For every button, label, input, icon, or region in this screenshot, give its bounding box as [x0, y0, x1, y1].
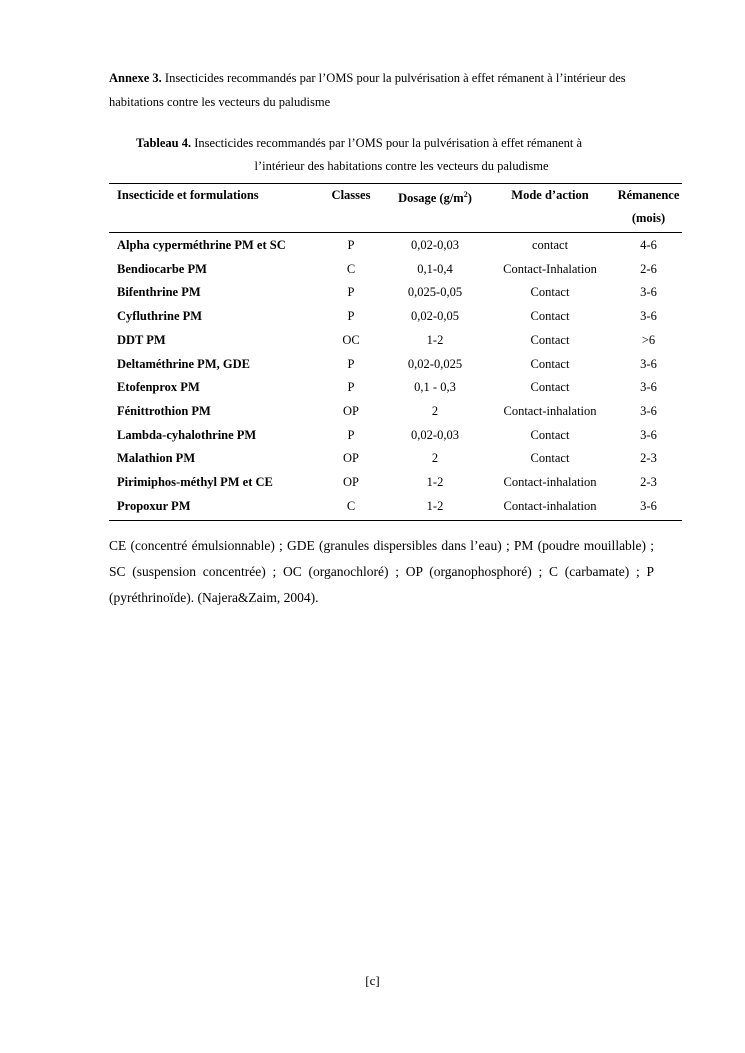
annex-label: Annexe 3.	[109, 71, 162, 85]
cell-remanence: >6	[641, 332, 656, 347]
table-header-row	[109, 184, 682, 233]
table-row	[109, 400, 682, 424]
table-caption-line-2: l’intérieur des habitations contre les vecteurs du paludisme	[254, 159, 549, 173]
cell-insecticide: Malathion PM	[117, 451, 196, 466]
cell-remanence: 3-6	[640, 403, 657, 418]
header-dosage-close: )	[467, 191, 472, 206]
cell-mode: Contact	[530, 427, 570, 442]
cell-insecticide: Bifenthrine PM	[117, 285, 201, 300]
cell-insecticide: Fénittrothion PM	[117, 403, 211, 418]
cell-classe: P	[347, 356, 355, 371]
annex-text: Insecticides recommandés par l’OMS pour la pulvérisation à effet rémanent à l’intérieur des habitations contre les vecteurs du paludisme	[109, 71, 626, 109]
table-caption	[109, 132, 669, 178]
cell-remanence: 3-6	[640, 380, 657, 395]
cell-mode: Contact	[530, 332, 570, 347]
cell-classe: C	[346, 498, 356, 513]
cell-insecticide: Propoxur PM	[117, 498, 191, 513]
cell-dosage: 0,02-0,03	[411, 238, 459, 252]
table-row	[109, 353, 682, 377]
cell-remanence: 2-3	[640, 475, 657, 490]
cell-insecticide: DDT PM	[117, 332, 166, 347]
cell-mode: Contact	[530, 451, 570, 466]
cell-dosage: 0,02-0,05	[411, 309, 459, 324]
table-row	[109, 471, 682, 495]
cell-remanence: 3-6	[640, 356, 657, 371]
header-remanence-text: Rémanence	[617, 188, 680, 202]
cell-insecticide: Etofenprox PM	[117, 380, 200, 395]
header-insecticide: Insecticide et formulations	[109, 184, 317, 233]
page-number: [c]	[365, 973, 380, 988]
insecticide-table	[109, 183, 682, 521]
cell-classe: P	[347, 285, 355, 300]
cell-remanence: 3-6	[640, 285, 657, 300]
cell-insecticide: Alpha cyperméthrine PM et SC	[117, 238, 286, 252]
cell-classe: P	[347, 380, 355, 395]
table-row	[109, 495, 682, 521]
cell-mode: Contact	[530, 380, 570, 395]
table-body	[109, 233, 682, 521]
cell-insecticide: Cyfluthrine PM	[117, 309, 203, 324]
cell-classe: C	[346, 261, 356, 276]
cell-classe: OP	[343, 451, 359, 466]
cell-mode: Contact	[530, 285, 570, 300]
cell-remanence: 3-6	[640, 427, 657, 442]
cell-remanence: 3-6	[640, 498, 657, 513]
table-row	[109, 376, 682, 400]
table-row	[109, 447, 682, 471]
table-row	[109, 305, 682, 329]
header-classes: Classes	[317, 184, 385, 233]
table-caption-label: Tableau 4.	[136, 136, 192, 150]
cell-dosage: 1-2	[426, 475, 444, 490]
cell-classe: OP	[343, 475, 359, 490]
cell-mode: Contact-inhalation	[503, 498, 597, 513]
table-row	[109, 233, 682, 258]
cell-remanence: 3-6	[640, 309, 657, 324]
cell-dosage: 2	[431, 451, 439, 466]
cell-mode: contact	[531, 238, 569, 252]
cell-dosage: 0,025-0,05	[407, 285, 463, 300]
cell-dosage: 1-2	[426, 332, 444, 347]
table-row	[109, 258, 682, 282]
cell-mode: Contact	[530, 309, 570, 324]
abbreviation-legend: CE (concentré émulsionnable) ; GDE (granules dispersibles dans l’eau) ; PM (poudre mouillable) ; SC (suspension concentrée) ; OC (organochloré) ; OP (organophosphoré) ; C (carbamate) ; P (pyréthrinoïde). (Najera&Zaim, 2004).	[109, 538, 654, 605]
table-caption-line-1	[109, 132, 669, 155]
cell-insecticide: Bendiocarbe PM	[117, 261, 207, 276]
cell-insecticide: Lambda-cyhalothrine PM	[117, 427, 257, 442]
cell-dosage: 0,02-0,025	[407, 356, 463, 371]
cell-mode: Contact-inhalation	[503, 475, 597, 490]
cell-classe: P	[347, 238, 355, 252]
cell-mode: Contact	[530, 356, 570, 371]
cell-remanence: 2-3	[640, 451, 657, 466]
cell-remanence: 2-6	[640, 261, 657, 276]
cell-dosage: 0,1-0,4	[417, 261, 453, 276]
cell-classe: OC	[342, 332, 360, 347]
header-mode: Mode d’action	[485, 184, 615, 233]
table-row	[109, 424, 682, 448]
table-caption-text-1: Insecticides recommandés par l’OMS pour la pulvérisation à effet rémanent à	[191, 136, 583, 150]
cell-classe: P	[347, 427, 355, 442]
cell-remanence: 4-6	[640, 238, 657, 252]
cell-dosage: 0,02-0,03	[411, 427, 459, 442]
cell-mode: Contact-Inhalation	[503, 261, 597, 276]
cell-insecticide: Deltaméthrine PM, GDE	[117, 356, 250, 371]
cell-dosage: 1-2	[426, 498, 444, 513]
cell-classe: P	[347, 309, 355, 324]
annex-title	[109, 66, 669, 114]
cell-insecticide: Pirimiphos-méthyl PM et CE	[117, 475, 273, 490]
table-row	[109, 281, 682, 305]
header-dosage-exponent: 2	[463, 190, 468, 199]
cell-dosage: 0,1 - 0,3	[414, 380, 456, 395]
header-remanence-unit: (mois)	[631, 211, 666, 225]
header-dosage-text: Dosage (g/m	[398, 191, 464, 206]
header-remanence	[615, 184, 682, 233]
cell-classe: OP	[343, 403, 359, 418]
cell-mode: Contact-inhalation	[503, 403, 597, 418]
table-row	[109, 329, 682, 353]
cell-dosage: 2	[431, 403, 439, 418]
header-dosage	[385, 184, 485, 233]
